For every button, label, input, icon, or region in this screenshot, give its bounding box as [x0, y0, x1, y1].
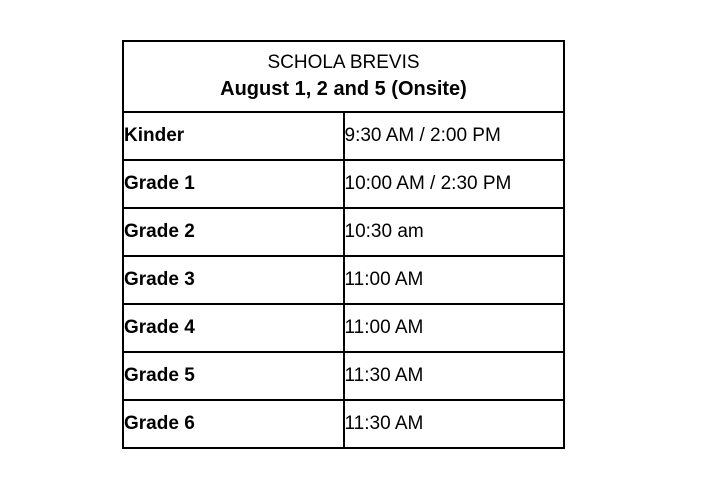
time-value-kinder: 9:30 AM / 2:00 PM — [344, 112, 565, 160]
time-value-grade-1: 10:00 AM / 2:30 PM — [344, 160, 565, 208]
header-row — [123, 41, 564, 112]
time-value-grade-6: 11:30 AM — [344, 400, 565, 448]
time-value-grade-3: 11:00 AM — [344, 256, 565, 304]
schola-brevis-schedule-table — [122, 40, 565, 449]
table-row — [123, 352, 564, 400]
time-value-grade-5: 11:30 AM — [344, 352, 565, 400]
table-title: SCHOLA BREVIS — [267, 52, 420, 73]
grade-label-kinder: Kinder — [123, 112, 344, 160]
table-row — [123, 304, 564, 352]
table-header-cell — [123, 41, 564, 112]
time-value-grade-4: 11:00 AM — [344, 304, 565, 352]
table-subtitle: August 1, 2 and 5 (Onsite) — [220, 78, 467, 100]
table-row — [123, 400, 564, 448]
table-row — [123, 256, 564, 304]
grade-label-grade-3: Grade 3 — [123, 256, 344, 304]
grade-label-grade-6: Grade 6 — [123, 400, 344, 448]
table-row — [123, 208, 564, 256]
table-row — [123, 160, 564, 208]
schedule-table-container — [122, 40, 565, 449]
grade-label-grade-2: Grade 2 — [123, 208, 344, 256]
time-value-grade-2: 10:30 am — [344, 208, 565, 256]
grade-label-grade-5: Grade 5 — [123, 352, 344, 400]
table-row — [123, 112, 564, 160]
grade-label-grade-1: Grade 1 — [123, 160, 344, 208]
grade-label-grade-4: Grade 4 — [123, 304, 344, 352]
